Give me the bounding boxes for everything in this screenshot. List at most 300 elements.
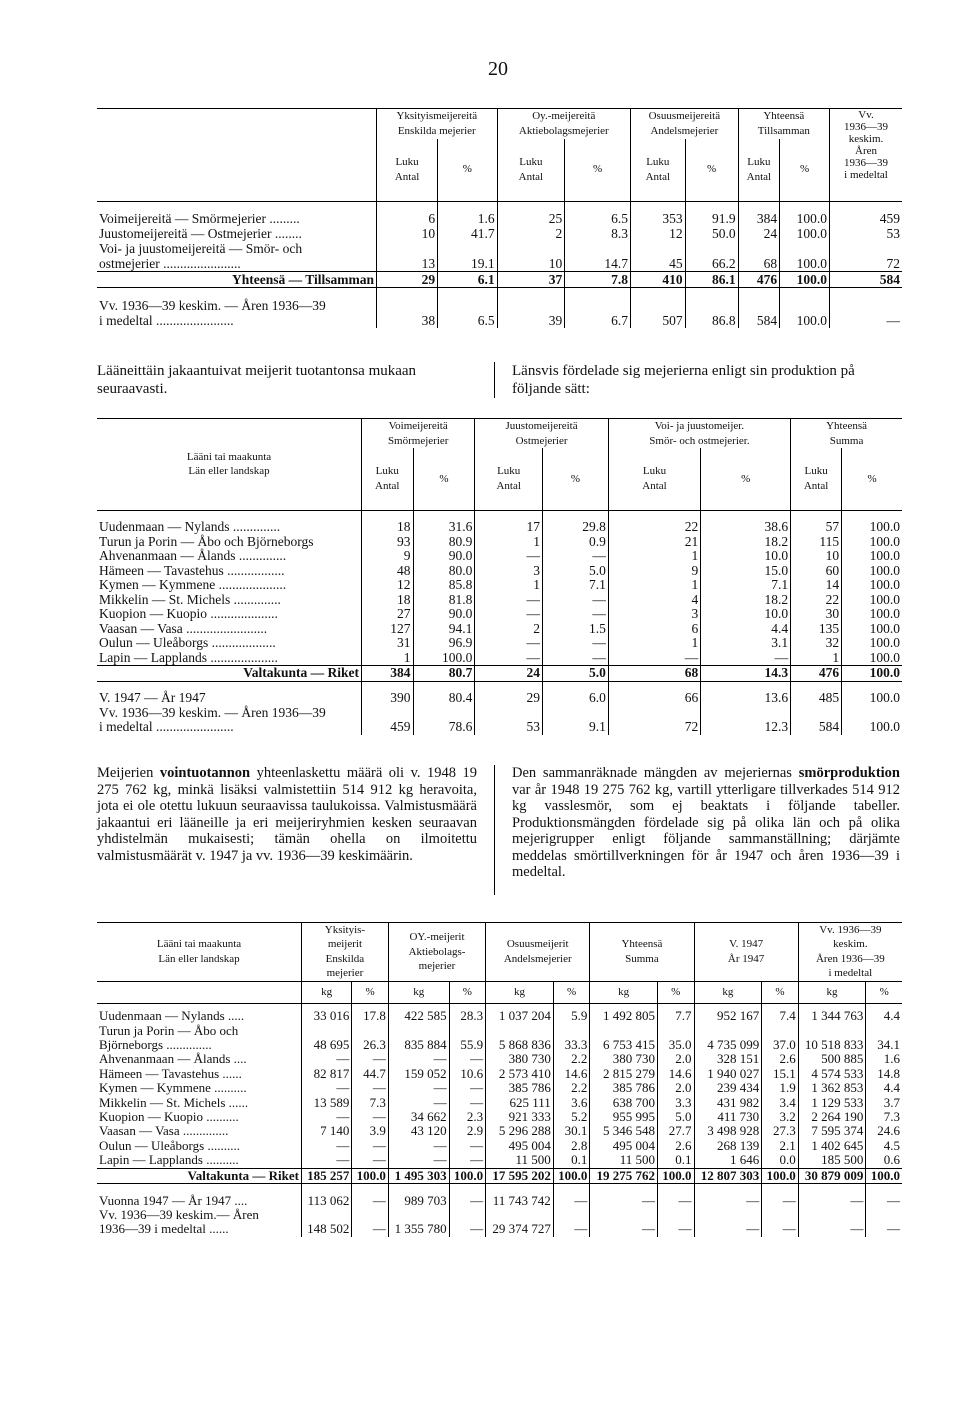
table-cell: 390 <box>362 691 414 706</box>
row-label: Oulun — Uleåborgs .......... <box>97 1139 302 1153</box>
table-cell: — <box>798 1194 866 1208</box>
table-cell: 80.4 <box>413 691 475 706</box>
table-cell <box>791 706 842 721</box>
text-divider <box>494 765 495 895</box>
table-cell: 100.0 <box>869 562 900 578</box>
table-cell: 68 <box>738 256 779 272</box>
table-cell: 11 743 742 <box>486 1194 554 1208</box>
table-cell: 13 <box>377 256 438 272</box>
table-row <box>97 1194 902 1208</box>
table-cell: 91.9 <box>685 211 738 226</box>
table-row <box>97 720 902 735</box>
table-cell: 835 884 <box>388 1038 449 1052</box>
table-cell: — <box>302 1052 352 1066</box>
row-label: Lapin — Lapplands .................... <box>97 651 362 666</box>
table-cell: 4.4 <box>883 1008 900 1024</box>
butter-production-table <box>97 922 902 1237</box>
table-cell: 6.7 <box>565 313 631 328</box>
table-cell: 35.0 <box>658 1038 695 1052</box>
table-row <box>97 241 902 256</box>
table-cell: 17 <box>475 520 543 535</box>
table-cell: 14 <box>791 578 842 593</box>
table-cell: 100.0 <box>869 635 900 650</box>
table-row <box>97 256 902 272</box>
table-cell <box>302 1024 352 1038</box>
table-row <box>97 578 902 593</box>
table-cell: — <box>449 1081 486 1095</box>
unit-pct: % <box>553 981 590 1003</box>
table-cell: 6 753 415 <box>590 1038 658 1052</box>
table-cell: 86.1 <box>685 272 738 288</box>
table-cell: 1 940 027 <box>694 1067 762 1081</box>
row-label: Voi- ja juustomeijereitä — Smör- och <box>97 241 377 256</box>
text-finnish: Meijerien vointuotannon yhteenlaskettu määrä oli v. 1948 19 275 762 kg, minkä lisäksi valmistettiin 514 912 kg heravoita, jota ei ole otettu lukuun seuraavissa taulukoissa. Valmistusmäärä jakaantui eri lääneille ja eri meijeriryhmien kesken seuraavan yhdistelmän mukaisesti; tämän ohella on ilmoitettu valmistusmäärät v. 1947 ja vv. 1936—39 keskimäärin. <box>97 765 477 864</box>
table-cell: 17 595 202 <box>486 1168 554 1183</box>
table-cell: — <box>694 1222 762 1236</box>
table-cell: 100.0 <box>449 1168 486 1183</box>
table-cell: 100.0 <box>413 651 475 666</box>
dairy-type-table: Yksityismeijereitä Enskilda mejerier Oy.-meijereitä Aktiebolagsmejerier Osuusmeijereitä Andelsmejerier Yhteensä Tillsamman Vv. 1936—39 keskim. Åren 1936—39 i medeltal Luku Antal % Luku Antal % Luku Antal % Luku Antal % Voimeijereitä — Smörmejerier ......... 6 1.6 25 6.5 353 91.9 384 100.0 459 Juustomeijereitä — Ostmejerier ........ 10 41.7 2 8.3 12 50.0 24 100.0 53 Voi- ja juustomeijereitä — Smör- och ostmejerier ....................... 13 19.1 10 14.7 45 66.2 68 100.0 72 Yhteensä — Tillsamman 29 6.1 37 7.8 410 86.1 476 100.0 584 Vv. 1936—39 keskim. — Åren 1936—39 i medeltal ....................... 38 6.5 39 6.7 507 86.8 584 100.0 — <box>99 109 900 328</box>
table-cell: — <box>658 1222 695 1236</box>
table-cell <box>866 1024 902 1038</box>
table-cell <box>377 241 438 256</box>
table-cell: 10 <box>497 256 565 272</box>
caption-swedish: Länsvis fördelade sig mejerierna enligt sin produktion på följande sätt: <box>512 363 855 397</box>
table-cell: 72 <box>608 720 700 735</box>
table-cell: 66 <box>608 691 700 706</box>
header-coop3: Osuusmeijerit Andelsmejerier <box>486 923 590 982</box>
table-cell: 3.7 <box>883 1094 900 1110</box>
table-cell: 5.2 <box>553 1110 590 1124</box>
unit-kg: kg <box>486 981 554 1003</box>
table-cell: 100.0 <box>780 256 830 272</box>
table-cell <box>486 1208 554 1222</box>
table-cell <box>388 1208 449 1222</box>
row-label: Oulun — Uleåborgs ................... <box>97 636 362 651</box>
table-cell <box>438 298 497 313</box>
table-cell: 3.4 <box>762 1096 799 1110</box>
unit-kg: kg <box>302 981 352 1003</box>
table-cell: 10 518 833 <box>798 1038 866 1052</box>
table-cell <box>658 1024 695 1038</box>
table-cell: 6.1 <box>438 272 497 288</box>
table-cell: — <box>352 1153 389 1168</box>
table-cell <box>608 706 700 721</box>
table-cell: 5 868 836 <box>486 1038 554 1052</box>
unit-kg: kg <box>798 981 866 1003</box>
table-cell: 1 362 853 <box>798 1081 866 1095</box>
table-cell: 66.2 <box>685 256 738 272</box>
row-label: Voimeijereitä — Smörmejerier ......... <box>97 211 377 226</box>
table-cell: 25 <box>497 211 565 226</box>
table-cell: 27.7 <box>658 1124 695 1138</box>
table-cell: 1 <box>791 651 842 666</box>
table-cell: 93 <box>362 535 414 550</box>
table-cell: 100.0 <box>553 1168 590 1183</box>
table-cell: — <box>388 1096 449 1110</box>
table-cell: 8.3 <box>565 226 631 241</box>
table-cell: 31.6 <box>413 520 475 535</box>
table-row <box>97 1081 902 1095</box>
table-cell: 1 355 780 <box>388 1222 449 1236</box>
table-cell: — <box>887 1221 900 1237</box>
table-cell: — <box>388 1139 449 1153</box>
table-cell <box>685 241 738 256</box>
table-cell: 5 296 288 <box>486 1124 554 1138</box>
row-label: Kuopion — Kuopio .................... <box>97 607 362 622</box>
table-cell: 100.0 <box>780 211 830 226</box>
table-cell: 34.1 <box>877 1036 900 1052</box>
row-label: Turun ja Porin — Åbo och <box>97 1024 302 1038</box>
table-cell: 7.7 <box>658 1009 695 1023</box>
table-cell: 100.0 <box>869 719 900 734</box>
table-cell: 13 589 <box>302 1096 352 1110</box>
table-cell: 921 333 <box>486 1110 554 1124</box>
table-cell <box>565 241 631 256</box>
table-cell: 2.2 <box>553 1052 590 1066</box>
header-avg3: Vv. 1936—39 keskim. Åren 1936—39 i medeltal <box>798 923 902 982</box>
table-cell <box>798 1024 866 1038</box>
table-cell: — <box>658 1194 695 1208</box>
table-cell: 5.0 <box>543 564 609 579</box>
table-cell <box>565 298 631 313</box>
table-cell: 485 <box>791 691 842 706</box>
row-label: Kymen — Kymmene .................... <box>97 578 362 593</box>
table-cell <box>553 1208 590 1222</box>
table-cell: 584 <box>791 720 842 735</box>
table-row <box>97 535 902 550</box>
row-label: Ahvenanmaan — Ålands .... <box>97 1052 302 1066</box>
table-cell: 1 495 303 <box>388 1168 449 1183</box>
table-cell: — <box>798 1222 866 1236</box>
table-cell: 100.0 <box>869 649 900 665</box>
table-cell: 100.0 <box>780 272 830 288</box>
table-cell: 100.0 <box>780 313 830 328</box>
table-cell: 13.6 <box>701 691 791 706</box>
table-row <box>97 1110 902 1124</box>
table-cell <box>543 706 609 721</box>
table-row <box>97 1139 902 1153</box>
row-label: Uudenmaan — Nylands .............. <box>97 520 362 535</box>
table-cell: — <box>449 1153 486 1168</box>
table-cell: 29 <box>475 691 543 706</box>
table-cell: 7 140 <box>302 1124 352 1138</box>
table-row <box>97 607 902 622</box>
table-row <box>97 666 902 682</box>
table-cell: — <box>543 593 609 608</box>
table-cell: 48 <box>362 564 414 579</box>
table-cell: 1 <box>362 651 414 666</box>
table-row <box>97 313 902 328</box>
row-label: Juustomeijereitä — Ostmejerier ........ <box>97 226 377 241</box>
table-cell: 37 <box>497 272 565 288</box>
table-cell: — <box>475 593 543 608</box>
table-cell: 1 402 645 <box>798 1139 866 1153</box>
table-cell: 100.0 <box>780 226 830 241</box>
table-row <box>97 1168 902 1183</box>
unit-pct: % <box>449 981 486 1003</box>
table-cell: 410 <box>631 272 686 288</box>
table-cell: 10.0 <box>701 607 791 622</box>
table-cell: 1 <box>608 549 700 564</box>
table-cell <box>762 1208 799 1222</box>
row-label: Kuopion — Kuopio .......... <box>97 1110 302 1124</box>
table-cell <box>830 298 903 313</box>
table-cell: 29 <box>377 272 438 288</box>
table-cell: — <box>887 1192 900 1208</box>
table-cell: 28.3 <box>449 1009 486 1023</box>
table-cell <box>590 1208 658 1222</box>
table-cell: 19 275 762 <box>590 1168 658 1183</box>
table-cell: — <box>352 1052 389 1066</box>
table-cell: 4 <box>608 593 700 608</box>
table-cell: 7 595 374 <box>798 1124 866 1138</box>
table-cell: 7.4 <box>762 1009 799 1023</box>
table-cell: 2 815 279 <box>590 1067 658 1081</box>
table-cell: 38.6 <box>701 520 791 535</box>
table-cell <box>475 706 543 721</box>
table-cell: 2.0 <box>658 1081 695 1095</box>
table-cell: 94.1 <box>413 622 475 637</box>
table-cell: 2 264 190 <box>798 1110 866 1124</box>
header-butter: Voimeijereitä Smörmejerier <box>362 419 475 449</box>
table-cell: — <box>449 1194 486 1208</box>
table-cell: 18 <box>362 593 414 608</box>
table-cell: 81.8 <box>413 593 475 608</box>
row-label: Vv. 1936—39 keskim. — Åren 1936—39 <box>97 298 377 313</box>
table-cell: 90.0 <box>413 549 475 564</box>
table-cell: — <box>543 651 609 666</box>
table-cell: — <box>762 1194 799 1208</box>
table-cell: 43 120 <box>388 1124 449 1138</box>
table-cell: 185 500 <box>798 1153 866 1168</box>
table-row <box>97 706 902 721</box>
table-row <box>97 1038 902 1052</box>
table-row <box>97 691 902 706</box>
table-cell <box>413 706 475 721</box>
table-cell <box>302 1208 352 1222</box>
table-cell: 33.3 <box>553 1038 590 1052</box>
table-cell: 5 346 548 <box>590 1124 658 1138</box>
table-cell: 268 139 <box>694 1139 762 1153</box>
unit-pct: % <box>762 981 799 1003</box>
table-cell: 2.8 <box>553 1139 590 1153</box>
table-cell: 955 995 <box>590 1110 658 1124</box>
table-cell: — <box>352 1222 389 1236</box>
table-cell: 2.2 <box>553 1081 590 1095</box>
table-cell: — <box>352 1110 389 1124</box>
caption-divider <box>494 362 495 398</box>
row-label: Valtakunta — Riket <box>97 666 362 682</box>
table-cell: 1 037 204 <box>486 1009 554 1023</box>
row-label: Vuonna 1947 — År 1947 .... <box>97 1194 302 1208</box>
table-row <box>97 520 902 535</box>
unit-pct: % <box>658 981 695 1003</box>
table-cell: 5.9 <box>553 1009 590 1023</box>
table-cell: 476 <box>738 272 779 288</box>
table-cell: — <box>543 636 609 651</box>
table-cell: 159 052 <box>388 1067 449 1081</box>
table-cell: 100.0 <box>869 591 900 607</box>
table-cell: — <box>388 1052 449 1066</box>
table-cell: 113 062 <box>302 1194 352 1208</box>
table-cell: 1.6 <box>883 1051 900 1067</box>
table-cell: 7.1 <box>543 578 609 593</box>
table-cell: 1 <box>608 636 700 651</box>
table-cell: 3 <box>475 564 543 579</box>
table-row <box>97 1153 902 1168</box>
table-cell: 100.0 <box>869 620 900 636</box>
row-label: Mikkelin — St. Michels ...... <box>97 1096 302 1110</box>
table-cell: 3.9 <box>352 1124 389 1138</box>
table-cell: 115 <box>791 535 842 550</box>
table-cell: 7.3 <box>352 1096 389 1110</box>
table-cell: 411 730 <box>694 1110 762 1124</box>
table-cell: 459 <box>362 720 414 735</box>
row-label: Hämeen — Tavastehus ...... <box>97 1067 302 1081</box>
table-cell: 100.0 <box>869 690 900 705</box>
header-total3: Yhteensä Summa <box>590 923 694 982</box>
table-cell: 38 <box>377 313 438 328</box>
row-label: Hämeen — Tavastehus ................. <box>97 564 362 579</box>
table-row <box>97 1096 902 1110</box>
table-cell <box>449 1024 486 1038</box>
header-private: Yksityismeijereitä Enskilda mejerier <box>377 109 498 140</box>
table-cell <box>842 706 902 721</box>
header-total: Yhteensä Tillsamman <box>738 109 829 140</box>
unit-pct: % <box>866 981 902 1003</box>
table-cell: 1 344 763 <box>798 1009 866 1023</box>
table-cell: 4 735 099 <box>694 1038 762 1052</box>
table-cell <box>866 1208 902 1222</box>
table-cell: 24.6 <box>877 1123 900 1139</box>
table-row <box>97 1124 902 1138</box>
table-cell: 100.0 <box>869 548 900 563</box>
table-cell: 53 <box>886 226 900 241</box>
table-cell: — <box>352 1194 389 1208</box>
table-cell: — <box>694 1194 762 1208</box>
table-cell: — <box>553 1194 590 1208</box>
table-cell: 100.0 <box>869 519 900 534</box>
table-cell: 48 695 <box>302 1038 352 1052</box>
row-label: Vv. 1936—39 keskim. — Åren 1936—39 <box>97 706 362 721</box>
table-cell: 3 <box>608 607 700 622</box>
table-cell: 12 <box>631 226 686 241</box>
table-row <box>97 1222 902 1236</box>
table-cell: 50.0 <box>685 226 738 241</box>
table-cell: 2 <box>497 226 565 241</box>
table-cell: — <box>475 549 543 564</box>
table-cell: 495 004 <box>486 1139 554 1153</box>
table-cell: 0.1 <box>553 1153 590 1168</box>
table-cell: — <box>701 651 791 666</box>
table-cell <box>738 298 779 313</box>
table-cell: 328 151 <box>694 1052 762 1066</box>
table-cell: — <box>590 1222 658 1236</box>
table-cell: — <box>302 1139 352 1153</box>
table-cell: 135 <box>791 622 842 637</box>
table-cell: 9.1 <box>543 720 609 735</box>
table-cell: 989 703 <box>388 1194 449 1208</box>
row-label: Turun ja Porin — Åbo och Björneborgs <box>97 535 362 550</box>
table-cell: 384 <box>738 211 779 226</box>
table-cell: — <box>352 1139 389 1153</box>
table-cell: 7.1 <box>701 578 791 593</box>
table-row <box>97 1052 902 1066</box>
header-region3: Lääni tai maakunta Län eller landskap <box>97 923 302 982</box>
table-cell: 24 <box>475 666 543 682</box>
table-cell: — <box>302 1110 352 1124</box>
table-cell: 476 <box>791 666 842 682</box>
table-cell: 353 <box>631 211 686 226</box>
table-cell: 27 <box>362 607 414 622</box>
table-cell: 3.3 <box>658 1096 695 1110</box>
table-cell: 30.1 <box>553 1124 590 1138</box>
table-cell: 55.9 <box>449 1038 486 1052</box>
table-cell: — <box>543 607 609 622</box>
table-cell: 380 730 <box>590 1052 658 1066</box>
table-cell <box>780 241 830 256</box>
row-label: V. 1947 — År 1947 <box>97 691 362 706</box>
table-cell: 952 167 <box>694 1009 762 1023</box>
table-cell: 239 434 <box>694 1081 762 1095</box>
header-company: Oy.-meijereitä Aktiebolagsmejerier <box>497 109 630 140</box>
table-cell <box>685 298 738 313</box>
table-cell: 7.8 <box>565 272 631 288</box>
table-cell: — <box>449 1222 486 1236</box>
text-swedish: Den sammanräknade mängden av mejeriernas smörproduktion var år 1948 19 275 762 kg, vartill ytterligare tillverkades 514 912 kg vasslesmör, som ej beaktats i följande tabeller. Produktionsmängden fördelade sig på olika län och på olika mejerigrupper enligt följande sammanställning; därjämte meddelas smörtillverkningen för år 1947 och åren 1936—39 i medeltal. <box>512 765 900 880</box>
table-cell <box>701 706 791 721</box>
header-total2: Yhteensä Summa <box>791 419 902 449</box>
table-cell: — <box>449 1096 486 1110</box>
table-cell: 431 982 <box>694 1096 762 1110</box>
table-cell: 2 573 410 <box>486 1067 554 1081</box>
table-cell <box>438 241 497 256</box>
table-cell: 15.0 <box>701 564 791 579</box>
table-cell: 100.0 <box>869 577 900 592</box>
table-cell: 22 <box>791 593 842 608</box>
table-cell: 57 <box>791 520 842 535</box>
table-cell: — <box>302 1153 352 1168</box>
table-cell: 3 498 928 <box>694 1124 762 1138</box>
table-cell: 100.0 <box>762 1168 799 1183</box>
table-cell: 100.0 <box>842 666 902 682</box>
table-cell: 21 <box>608 535 700 550</box>
row-label: Valtakunta — Riket <box>97 1168 302 1183</box>
table-cell: 495 004 <box>590 1139 658 1153</box>
table-cell: 100.0 <box>658 1168 695 1183</box>
caption-finnish: Lääneittäin jakaantuivat meijerit tuotantonsa mukaan seuraavasti. <box>97 363 417 397</box>
unit-kg: kg <box>388 981 449 1003</box>
table-cell: 19.1 <box>438 256 497 272</box>
row-label: Vaasan — Vasa .............. <box>97 1124 302 1138</box>
table-row <box>97 622 902 637</box>
row-label: 1936—39 i medeltal ...... <box>97 1222 302 1236</box>
unit-pct: % <box>352 981 389 1003</box>
table-cell: 12 <box>362 578 414 593</box>
table-cell: 638 700 <box>590 1096 658 1110</box>
table-cell: 44.7 <box>352 1067 389 1081</box>
table-cell: — <box>388 1153 449 1168</box>
table-cell: 1.9 <box>762 1081 799 1095</box>
table-cell: 9 <box>362 549 414 564</box>
table-cell: 2.0 <box>658 1052 695 1066</box>
table-cell: 584 <box>738 313 779 328</box>
header-company3: OY.-meijerit Aktiebolags- mejerier <box>388 923 485 982</box>
table-cell: — <box>475 636 543 651</box>
table-cell: 72 <box>886 256 900 271</box>
table-cell: 459 <box>879 211 900 226</box>
